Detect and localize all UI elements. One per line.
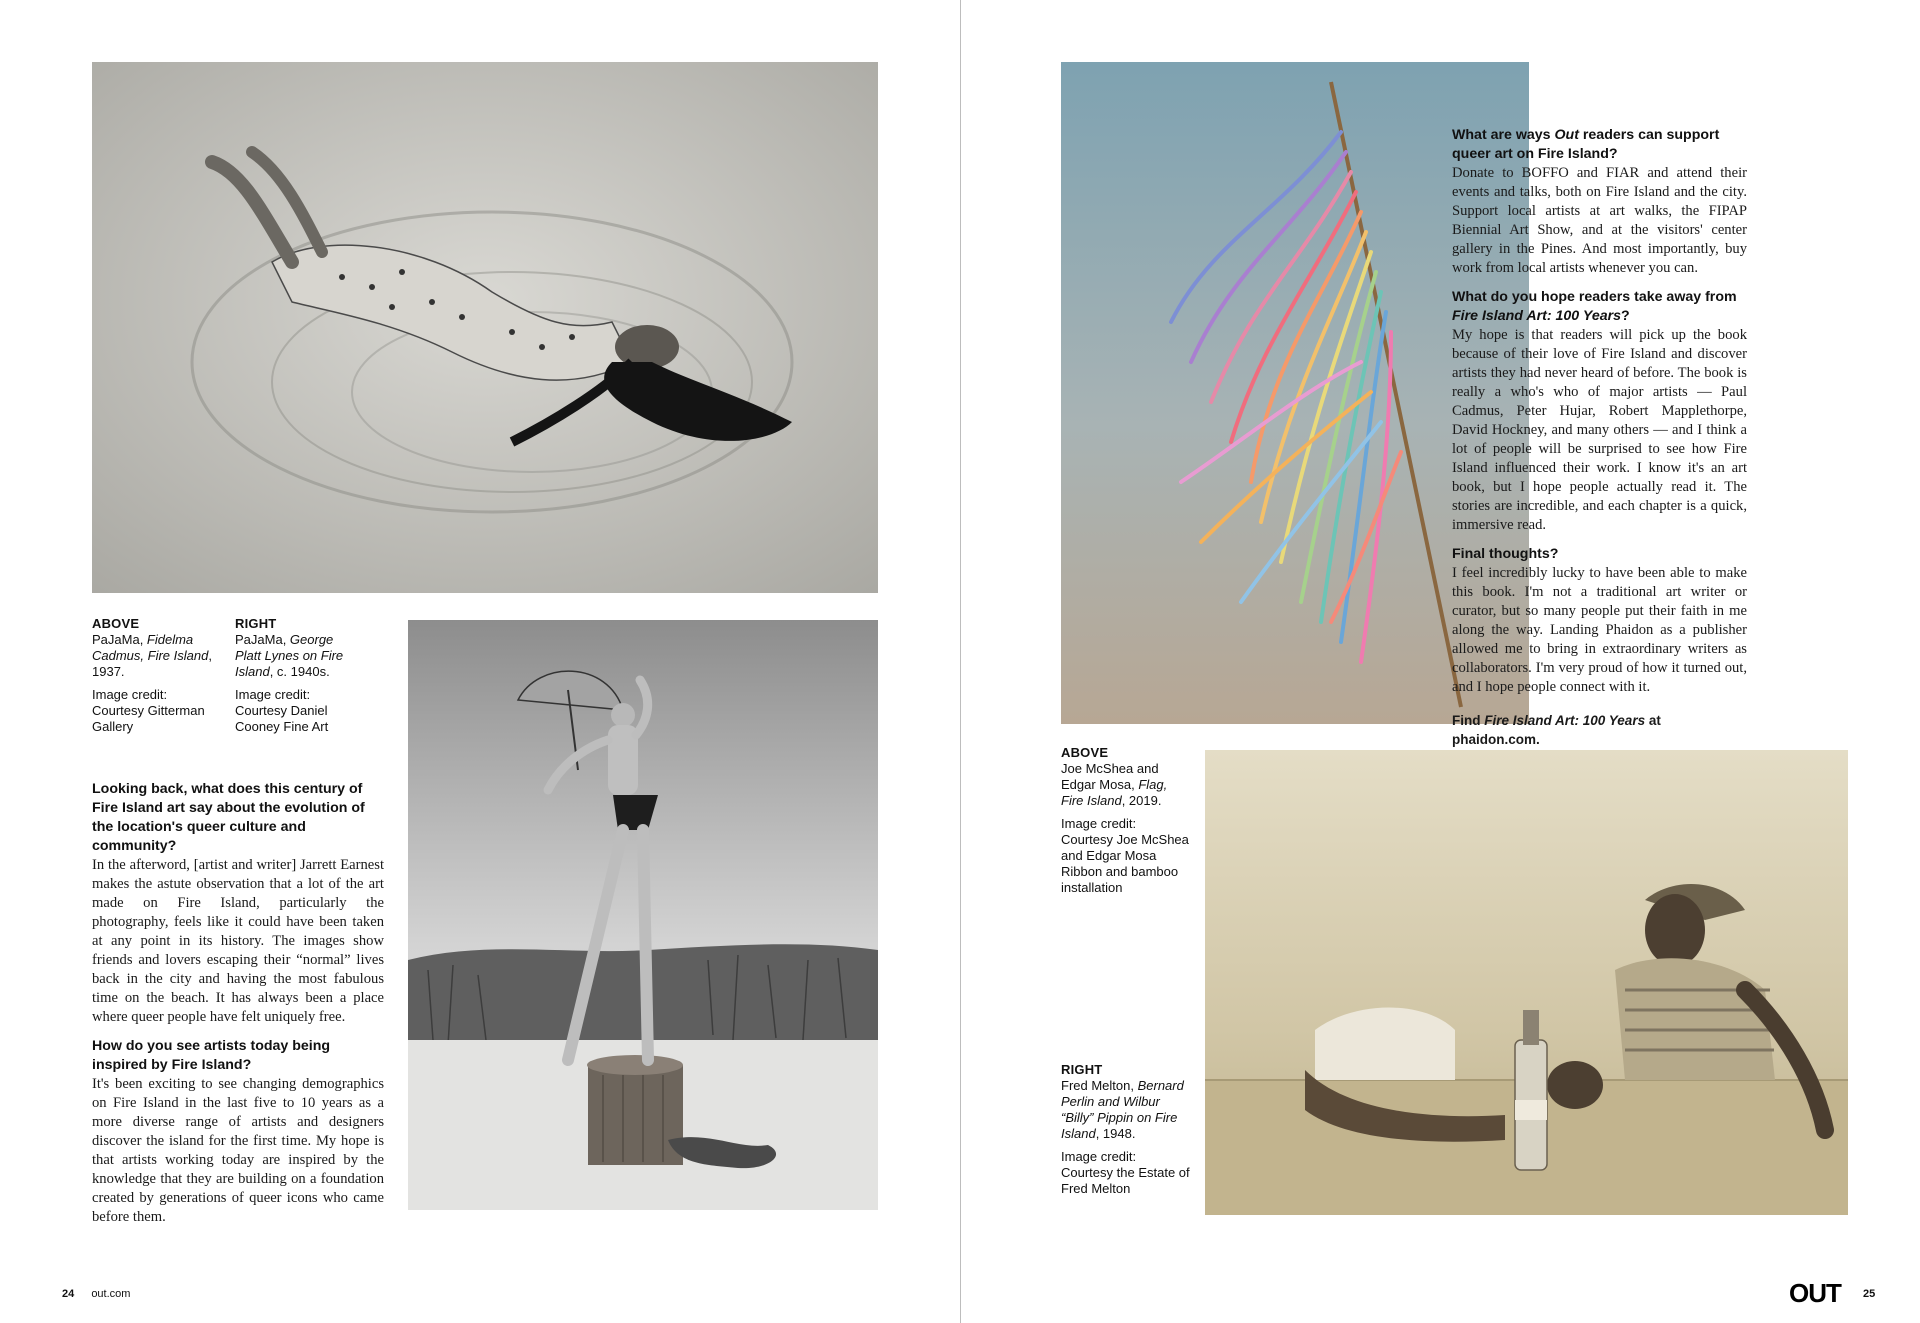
q3-part-c: readers can support queer art on Fire Island? <box>1452 127 1720 162</box>
question-heading: How do you see artists today being inspired by Fire Island? <box>92 1038 331 1073</box>
caption-year: , 2019. <box>1121 793 1162 808</box>
caption-label: RIGHT <box>1061 1062 1103 1077</box>
photo-umbrella-man-image <box>408 620 878 1210</box>
caption-credit: Courtesy the Estate of Fred Melton <box>1061 1165 1190 1196</box>
caption-credit-label: Image credit: <box>1061 1149 1137 1164</box>
caption-label: RIGHT <box>235 616 277 631</box>
photo-beach-men-image <box>1205 750 1848 1215</box>
caption-artist: PaJaMa, <box>92 632 147 647</box>
caption-right <box>235 616 360 735</box>
caption-above <box>92 616 217 735</box>
caption-title: Fidelma Cadmus, Fire Island <box>92 632 209 663</box>
caption-year: , 1937. <box>92 648 212 679</box>
q4-part-b: Fire Island Art: 100 Years <box>1452 308 1622 324</box>
answer-paragraph: I feel incredibly lucky to have been able to make this book. I'm not a traditional art writer or curator, but so many people put their faith in me along the way. Landing Phaidon as a publisher allowed me to bring in extraordinary writers as collaborators. I'm very proud of how it turned out, and I hope people connect with it. <box>1452 565 1747 695</box>
q3-part-b: Out <box>1554 127 1579 143</box>
question-heading <box>1452 288 1747 326</box>
answer-paragraph: It's been exciting to see changing demographics on Fire Island in the last five to 10 years as a more diverse range of artists and designers discover the island for the first time. My hope is that artists working today are inspired by the knowledge that they are building on a foundation created by generations of queer icons who came before them. <box>92 1076 384 1225</box>
caption-title: Bernard Perlin and Wilbur “Billy” Pippin on Fire Island <box>1061 1078 1184 1141</box>
caption-artist: PaJaMa, <box>235 632 290 647</box>
caption-title: George Platt Lynes on Fire Island <box>235 632 344 679</box>
answer-paragraph: In the afterword, [artist and writer] Jarrett Earnest makes the astute observation that a lot of the art made on Fire Island, particularly the photography, feels like it could have been taken at any point in its history. The images show friends and lovers escaping their “normal” lives back in the city and having the most fabulous time on the beach. It has always been a place where queer people have felt uniquely free. <box>92 857 384 1025</box>
caption-right <box>1061 1062 1193 1197</box>
caption-year: , 1948. <box>1095 1126 1136 1141</box>
question-heading <box>1452 126 1747 164</box>
page-number: 24 <box>62 1288 75 1300</box>
caption-label: ABOVE <box>92 616 140 631</box>
photo-sand-woman-image <box>92 62 878 593</box>
right-body-text <box>1452 126 1747 749</box>
caption-credit: Courtesy Daniel Cooney Fine Art <box>235 703 329 734</box>
caption-artist: Fred Melton, <box>1061 1078 1138 1093</box>
caption-credit: Courtesy Gitterman Gallery <box>92 703 205 734</box>
find-book-line <box>1452 711 1747 749</box>
caption-credit-label: Image credit: <box>235 687 311 702</box>
right-page <box>961 0 1920 1323</box>
q3-part-a: What are ways <box>1452 127 1555 143</box>
site-url: out.com <box>91 1288 131 1300</box>
out-logo: OUT <box>1789 1278 1841 1308</box>
q4-part-a: What do you hope readers take away from <box>1452 289 1737 305</box>
right-page-number: 25 <box>1863 1288 1876 1300</box>
caption-note: Ribbon and bamboo installation <box>1061 864 1179 895</box>
caption-credit-label: Image credit: <box>92 687 168 702</box>
caption-above <box>1061 745 1193 896</box>
answer-paragraph: My hope is that readers will pick up the book because of their love of Fire Island and discover artists they had never heard of before. The book is really a who's who of major artists — Paul Cadmus, Peter Hujar, Robert Mapplethorpe, David Hockney, and many others — and I think a lot of people will be surprised to see how Fire Island influenced their work. I know it's an art book, but I hope people actually read it. The stories are incredible, and each chapter is a quick, immersive read. <box>1452 327 1747 533</box>
caption-year: , c. 1940s. <box>269 664 330 679</box>
photo-george-platt-lynes <box>408 620 878 1210</box>
photo-fidelma-cadmus <box>92 62 878 593</box>
left-body-text <box>92 780 384 1237</box>
question-heading: Final thoughts? <box>1452 546 1559 562</box>
caption-title: Flag, Fire Island <box>1061 777 1168 808</box>
find-part-b: Fire Island Art: 100 Years <box>1484 713 1646 728</box>
find-part-a: Find <box>1452 713 1485 728</box>
photo-perlin-pippin <box>1205 750 1848 1215</box>
question-heading: Looking back, what does this century of Fire Island art say about the evolution of the location's queer culture and community? <box>92 781 365 854</box>
caption-credit: Courtesy Joe McShea and Edgar Mosa <box>1061 832 1189 863</box>
find-part-c: at phaidon.com. <box>1452 713 1661 747</box>
left-footer <box>62 1288 130 1300</box>
caption-label: ABOVE <box>1061 745 1109 760</box>
q4-part-c: ? <box>1621 308 1630 324</box>
answer-paragraph: Donate to BOFFO and FIAR and attend their events and talks, both on Fire Island and the city. Support local artists at art walks, the FIPAP Biennial Art Show, and at the visitors' center gallery in the Pines. And most importantly, buy work from local artists whenever you can. <box>1452 165 1747 276</box>
caption-artist: Joe McShea and Edgar Mosa, <box>1061 761 1159 792</box>
caption-credit-label: Image credit: <box>1061 816 1137 831</box>
